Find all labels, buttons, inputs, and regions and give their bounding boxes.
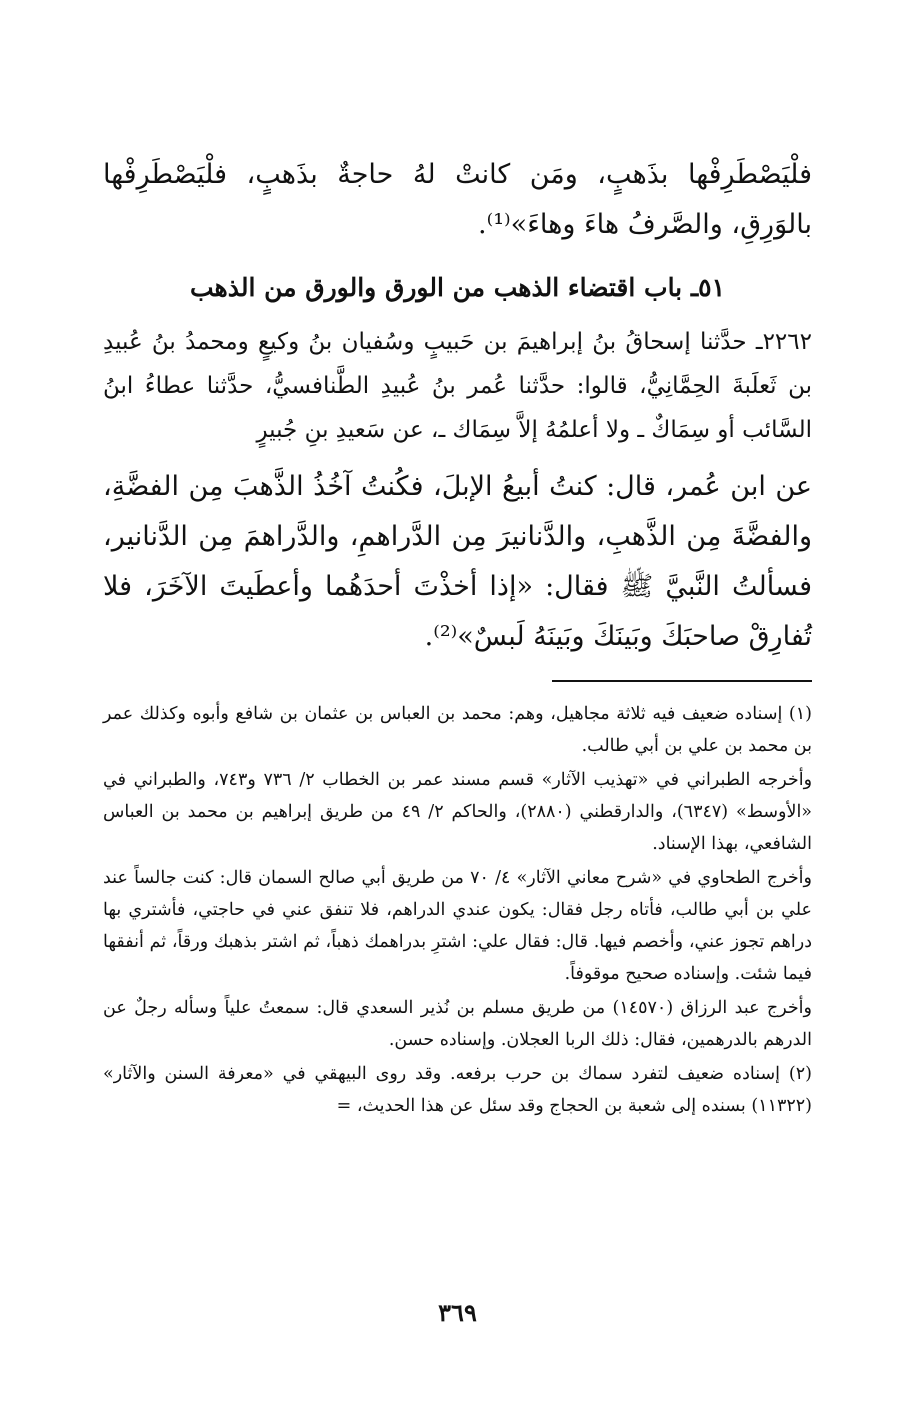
footnote-1-takhrij-tahawi: وأخرج الطحاوي في «شرح معاني الآثار» ٤/ ٧٠ من طريق أبي صالح السمان قال: كنت جالساً عند علي بن أبي طالب، فأتاه رجل فقال: يكون عندي الدراهم، فلا تنفق عني في حاجتي، فأشتري بها دراهم تجوز عني، وأخصم فيها. قال: فقال علي: اشترِ بدراهمك ذهباً، ثم اشتر بذهبك ورقاً، ثم أنفقها فيما شئت. وإسناده صحيح موقوفاً. [103, 868, 813, 984]
main-text [103, 150, 812, 250]
continuation-paragraph: فلْيَصْطَرِفْها بذَهبٍ، ومَن كانتْ لهُ حاجةٌ بذَهبٍ، فلْيَصْطَرِفْها بالوَرِقِ، والصَّرفُ هاءَ وهاءَ»⁽¹⁾. [103, 159, 812, 240]
page-number: ٣٦٩ [438, 1298, 477, 1327]
hadith-matn: عن ابن عُمر، قال: كنتُ أبيعُ الإبلَ، فكُنتُ آخُذُ الذَّهبَ مِن الفضَّةِ، والفضَّةَ مِن الذَّهبِ، والدَّنانيرَ مِن الدَّراهمِ، والدَّراهمَ مِن الدَّنانير، فسألتُ النَّبيَّ ﷺ فقال: «إذا أخذْتَ أحدَهُما وأعطَيتَ الآخَرَ، فلا تُفارِقْ صاحبَكَ وبَينَكَ وبَينَهُ لَبسٌ»⁽²⁾. [103, 471, 812, 652]
footnotes [103, 698, 812, 1122]
page-content [103, 150, 812, 1124]
chapter-heading: ٥١ـ باب اقتضاء الذهب من الورق والورق من الذهب [189, 273, 726, 302]
hadith-isnad: ٢٢٦٢ـ حدَّثنا إسحاقُ بنُ إبراهيمَ بن حَبيبٍ وسُفيان بنُ وكيعٍ ومحمدُ بنُ عُبيدِ بن ثَعلَبةَ الحِمَّانِيُّ، قالوا: حدَّثنا عُمر بنُ عُبيدِ الطَّنافسيُّ، حدَّثنا عطاءُ ابنُ السَّائب أو سِمَاكٌ ـ ولا أعلمُهُ إلاَّ سِمَاك ـ، عن سَعيدِ بنِ جُبيرٍ [103, 329, 812, 443]
footnote-1: (١) إسناده ضعيف فيه ثلاثة مجاهيل، وهم: محمد بن العباس بن عثمان بن شافع وأبوه وكذلك عمر بن محمد بن علي بن أبي طالب. [103, 704, 812, 756]
footnote-separator [552, 680, 812, 682]
footnote-1-takhrij-abdurrazzaq: وأخرج عبد الرزاق (١٤٥٧٠) من طريق مسلم بن نُذير السعدي قال: سمعتُ علياً وسأله رجلٌ عن الدرهم بالدرهمين، فقال: ذلك الربا العجلان. وإسناده حسن. [103, 998, 812, 1050]
footnote-2: (٢) إسناده ضعيف لتفرد سماك بن حرب برفعه. وقد روى البيهقي في «معرفة السنن والآثار» (١١٣٢٢) بسنده إلى شعبة بن الحجاج وقد سئل عن هذا الحديث، = [103, 1064, 812, 1116]
footnote-1-takhrij-tabarani: وأخرجه الطبراني في «تهذيب الآثار» قسم مسند عمر بن الخطاب ٢/ ٧٣٦ و٧٤٣، والطبراني في «الأوسط» (٦٣٤٧)، والدارقطني (٢٨٨٠)، والحاكم ٢/ ٤٩ من طريق إبراهيم بن محمد بن العباس الشافعي، بهذا الإسناد. [103, 770, 813, 854]
